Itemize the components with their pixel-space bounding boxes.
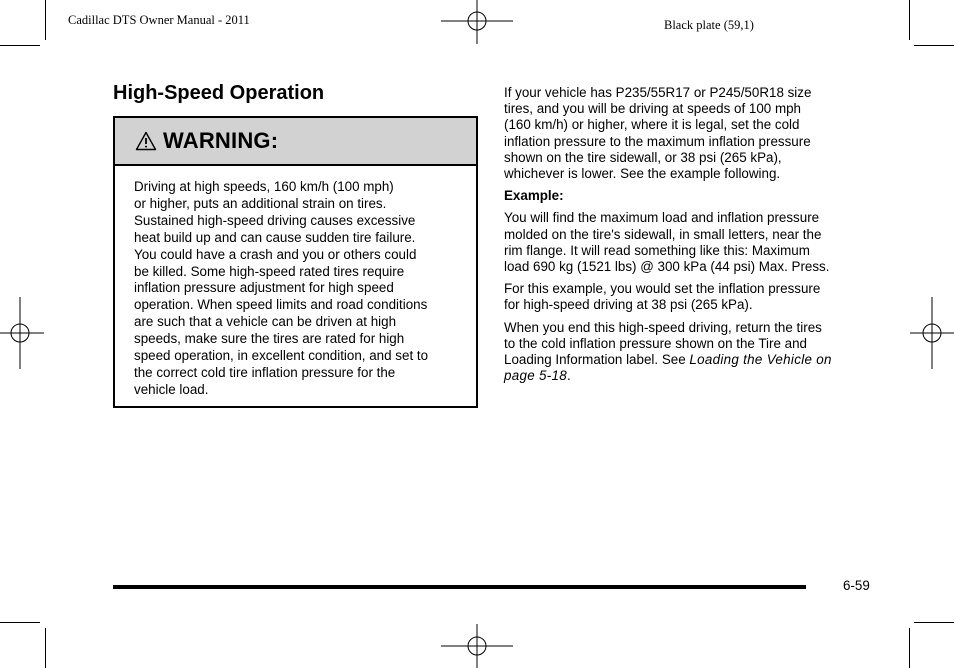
warning-line: speeds, make sure the tires are rated for high — [134, 331, 405, 347]
warning-line: speed operation, in excellent condition, and set to — [134, 348, 429, 364]
warning-box — [113, 116, 478, 408]
text-line: (160 km/h) or higher, where it is legal, set the cold — [504, 117, 800, 133]
example-label: Example: — [504, 188, 564, 204]
crop-mark — [0, 45, 40, 46]
crop-mark — [45, 0, 46, 40]
warning-header — [115, 118, 476, 166]
text-line — [504, 352, 864, 368]
warning-line: heat build up and can cause sudden tire failure. — [134, 229, 416, 245]
section-title: High-Speed Operation — [113, 82, 325, 104]
text-line: load 690 kg (1521 lbs) @ 300 kPa (44 psi) Max. Press. — [504, 259, 830, 275]
text-line: whichever is lower. See the example following. — [504, 166, 781, 182]
crop-mark — [909, 628, 910, 668]
crop-mark — [909, 0, 910, 40]
text-line: for high-speed driving at 38 psi (265 kPa). — [504, 297, 753, 313]
warning-line: Sustained high-speed driving causes excessive — [134, 212, 416, 228]
text-line: When you end this high-speed driving, return the tires — [504, 319, 822, 335]
warning-line: inflation pressure adjustment for high speed — [134, 280, 394, 296]
registration-mark-icon — [441, 624, 513, 668]
crop-mark — [914, 45, 954, 46]
warning-line: are such that a vehicle can be driven at high — [134, 314, 397, 330]
paragraph-return-pressure — [504, 320, 864, 385]
text-line: You will find the maximum load and inflation pressure — [504, 210, 820, 226]
text-line: rim flange. It will read something like this: Maximum — [504, 242, 810, 258]
crop-mark — [45, 628, 46, 668]
warning-line: You could have a crash and you or others could — [134, 246, 417, 262]
text-line: tires, and you will be driving at speeds of 100 mph — [504, 101, 801, 117]
cross-reference-link[interactable]: Loading the Vehicle on — [689, 352, 832, 368]
warning-text — [115, 166, 476, 399]
right-column — [504, 85, 864, 390]
page-number: 6-59 — [843, 578, 870, 593]
registration-mark-icon — [910, 297, 954, 369]
paragraph-example-setting — [504, 281, 864, 313]
warning-line: Driving at high speeds, 160 km/h (100 mph) — [134, 179, 394, 194]
text-fragment: Loading Information label. See — [504, 352, 690, 368]
plate-label: Black plate (59,1) — [664, 18, 754, 32]
registration-mark-icon — [0, 297, 44, 369]
paragraph-tire-size — [504, 85, 864, 182]
crop-mark — [0, 622, 40, 623]
cross-reference-page-link[interactable]: page 5-18 — [504, 368, 568, 384]
warning-title: WARNING: — [163, 128, 279, 153]
text-line: shown on the tire sidewall, or 38 psi (265 kPa), — [504, 149, 782, 165]
warning-line: or higher, puts an additional strain on tires. — [134, 195, 387, 211]
manual-title: Cadillac DTS Owner Manual - 2011 — [68, 13, 250, 27]
warning-line: operation. When speed limits and road conditions — [134, 297, 428, 313]
crop-mark — [914, 622, 954, 623]
paragraph-sidewall — [504, 210, 864, 275]
footer-rule — [113, 585, 806, 589]
text-line: For this example, you would set the inflation pressure — [504, 281, 821, 297]
warning-line: be killed. Some high-speed rated tires require — [134, 263, 405, 279]
text-line: inflation pressure to the maximum inflation pressure — [504, 133, 811, 149]
registration-mark-icon — [441, 0, 513, 44]
text-line: If your vehicle has P235/55R17 or P245/50R18 size — [504, 85, 812, 100]
warning-triangle-icon — [135, 131, 157, 151]
text-line: to the cold inflation pressure shown on the Tire and — [504, 335, 807, 351]
text-line: molded on the tire's sidewall, in small letters, near the — [504, 226, 822, 242]
warning-line: the correct cold tire inflation pressure for the — [134, 364, 396, 380]
text-fragment: . — [567, 368, 571, 384]
text-line — [504, 368, 864, 384]
warning-line: vehicle load. — [134, 381, 209, 397]
